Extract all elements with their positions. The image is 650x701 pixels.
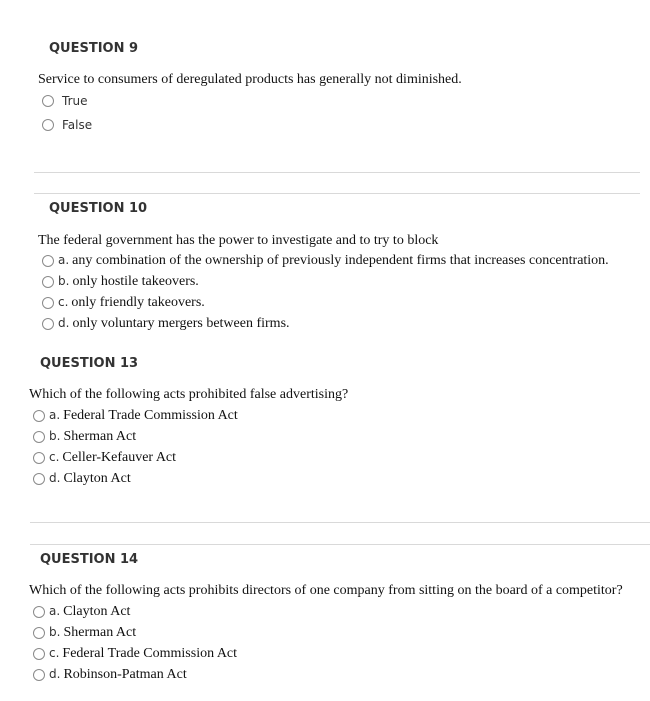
question-14-option-c[interactable] <box>33 645 237 663</box>
question-14-option-d[interactable] <box>33 666 187 684</box>
option-letter: c. <box>58 295 69 309</box>
question-divider <box>30 544 650 545</box>
radio-button[interactable] <box>42 297 54 309</box>
question-14-option-a[interactable] <box>33 603 130 621</box>
radio-button[interactable] <box>42 255 54 267</box>
option-label: Clayton Act <box>63 604 131 619</box>
radio-button[interactable] <box>33 669 45 681</box>
question-10-option-a[interactable] <box>42 252 609 270</box>
option-letter: b. <box>49 625 61 639</box>
option-letter: b. <box>49 429 61 443</box>
question-13-option-b[interactable] <box>33 428 136 446</box>
option-letter: d. <box>49 667 61 681</box>
question-9-title: QUESTION 9 <box>49 41 139 56</box>
option-letter: c. <box>49 450 60 464</box>
radio-button[interactable] <box>33 452 45 464</box>
option-letter: a. <box>49 604 61 618</box>
question-10-text: The federal government has the power to investigate and to try to block <box>38 233 439 248</box>
question-10-option-b[interactable] <box>42 273 199 291</box>
option-label: Federal Trade Commission Act <box>63 408 238 423</box>
radio-button[interactable] <box>33 431 45 443</box>
option-label: True <box>62 94 88 108</box>
radio-button[interactable] <box>33 606 45 618</box>
option-letter: c. <box>49 646 60 660</box>
option-label: Sherman Act <box>63 429 137 444</box>
question-10-title: QUESTION 10 <box>49 201 148 216</box>
question-9-option-false[interactable] <box>42 116 92 134</box>
question-9-text: Service to consumers of deregulated products has generally not diminished. <box>38 72 462 87</box>
option-label: only voluntary mergers between firms. <box>72 316 290 331</box>
option-letter: b. <box>58 274 70 288</box>
option-letter: d. <box>49 471 61 485</box>
option-letter: a. <box>58 253 70 267</box>
question-10-option-c[interactable] <box>42 294 205 312</box>
question-13-text: Which of the following acts prohibited false advertising? <box>29 387 349 402</box>
option-label: only hostile takeovers. <box>72 274 199 289</box>
option-label: any combination of the ownership of previously independent firms that increases concentration. <box>72 253 609 268</box>
option-label: False <box>62 118 93 132</box>
radio-button[interactable] <box>42 119 54 131</box>
radio-button[interactable] <box>42 276 54 288</box>
option-label: only friendly takeovers. <box>71 295 205 310</box>
option-label: Clayton Act <box>63 471 131 486</box>
option-label: Federal Trade Commission Act <box>62 646 238 661</box>
question-13-option-c[interactable] <box>33 449 176 467</box>
option-letter: a. <box>49 408 61 422</box>
radio-button[interactable] <box>33 627 45 639</box>
radio-button[interactable] <box>33 473 45 485</box>
question-divider <box>30 522 650 523</box>
question-14-option-b[interactable] <box>33 624 136 642</box>
question-divider <box>34 193 640 194</box>
question-14-text: Which of the following acts prohibits directors of one company from sitting on the board of a competitor? <box>29 583 623 598</box>
question-divider <box>34 172 640 173</box>
option-label: Celler-Kefauver Act <box>62 450 177 465</box>
question-13-option-d[interactable] <box>33 470 131 488</box>
radio-button[interactable] <box>33 648 45 660</box>
option-label: Sherman Act <box>63 625 137 640</box>
question-14-title: QUESTION 14 <box>40 552 139 567</box>
radio-button[interactable] <box>42 318 54 330</box>
question-13-title: QUESTION 13 <box>40 356 139 371</box>
question-13-option-a[interactable] <box>33 407 238 425</box>
option-letter: d. <box>58 316 70 330</box>
question-9-option-true[interactable] <box>42 92 88 110</box>
option-label: Robinson-Patman Act <box>63 667 187 682</box>
question-10-option-d[interactable] <box>42 315 290 333</box>
radio-button[interactable] <box>33 410 45 422</box>
radio-button[interactable] <box>42 95 54 107</box>
